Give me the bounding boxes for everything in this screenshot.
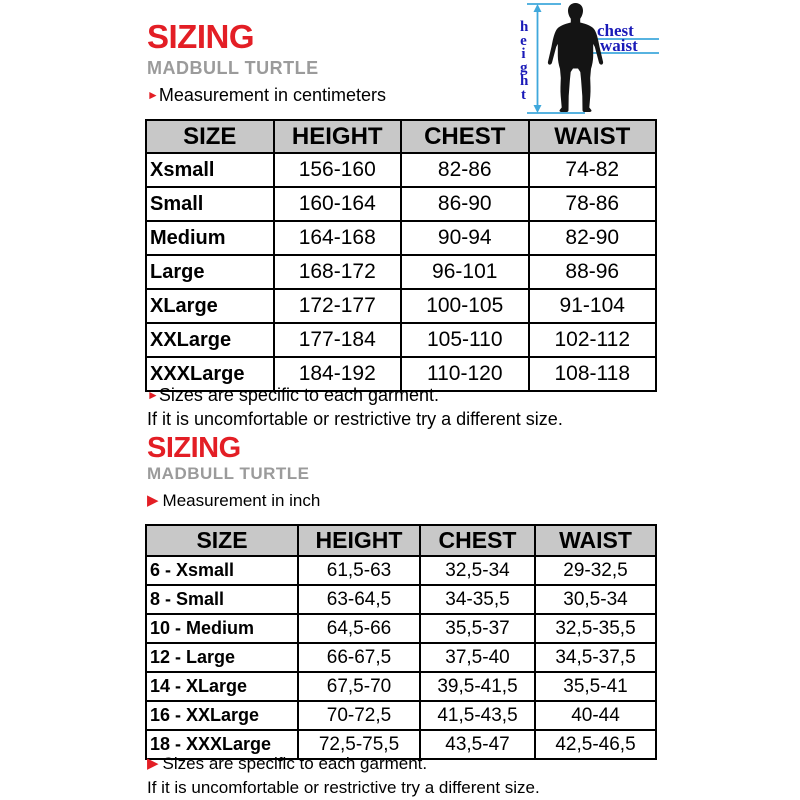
value-cell: 64,5-66 <box>298 614 420 643</box>
column-header: CHEST <box>420 525 535 556</box>
header-row <box>146 525 656 556</box>
table-row <box>146 701 656 730</box>
size-cell: 12 - Large <box>146 643 298 672</box>
value-cell: 40-44 <box>535 701 656 730</box>
value-cell: 72,5-75,5 <box>298 730 420 759</box>
measurement-note-cm-text: Measurement in centimeters <box>158 85 386 105</box>
table-row <box>146 672 656 701</box>
value-cell: 29-32,5 <box>535 556 656 585</box>
value-cell: 110-120 <box>401 357 529 391</box>
value-cell: 78-86 <box>529 187 657 221</box>
column-header: HEIGHT <box>274 120 402 153</box>
size-cell: 18 - XXXLarge <box>146 730 298 759</box>
value-cell: 61,5-63 <box>298 556 420 585</box>
column-header: SIZE <box>146 120 274 153</box>
value-cell: 74-82 <box>529 153 657 187</box>
table-row <box>146 585 656 614</box>
value-cell: 42,5-46,5 <box>535 730 656 759</box>
table-row <box>146 187 656 221</box>
height-label: height <box>520 19 531 103</box>
value-cell: 164-168 <box>274 221 402 255</box>
value-cell: 100-105 <box>401 289 529 323</box>
red-triangle-icon: ▶ <box>147 492 159 509</box>
value-cell: 39,5-41,5 <box>420 672 535 701</box>
table-row <box>146 153 656 187</box>
value-cell: 70-72,5 <box>298 701 420 730</box>
footnote-1-cm-text: Sizes are specific to each garment. <box>158 385 440 405</box>
value-cell: 82-90 <box>529 221 657 255</box>
page-title-inch: SIZING <box>147 432 241 464</box>
size-cell: 8 - Small <box>146 585 298 614</box>
red-triangle-icon: ▶ <box>147 755 159 772</box>
table-row <box>146 255 656 289</box>
value-cell: 35,5-41 <box>535 672 656 701</box>
value-cell: 34-35,5 <box>420 585 535 614</box>
measurement-note-inch-text: Measurement in inch <box>162 491 321 510</box>
page-title-cm: SIZING <box>147 18 255 55</box>
value-cell: 63-64,5 <box>298 585 420 614</box>
value-cell: 90-94 <box>401 221 529 255</box>
product-name-inch: MADBULL TURTLE <box>147 464 310 483</box>
size-cell: 14 - XLarge <box>146 672 298 701</box>
value-cell: 172-177 <box>274 289 402 323</box>
value-cell: 177-184 <box>274 323 402 357</box>
table-row <box>146 643 656 672</box>
body-measurement-figure <box>503 0 665 119</box>
value-cell: 32,5-34 <box>420 556 535 585</box>
value-cell: 43,5-47 <box>420 730 535 759</box>
value-cell: 102-112 <box>529 323 657 357</box>
value-cell: 156-160 <box>274 153 402 187</box>
size-table-cm <box>145 119 657 392</box>
table-row <box>146 323 656 357</box>
value-cell: 96-101 <box>401 255 529 289</box>
value-cell: 30,5-34 <box>535 585 656 614</box>
value-cell: 32,5-35,5 <box>535 614 656 643</box>
footnote-2-cm: If it is uncomfortable or restrictive try a different size. <box>147 409 563 429</box>
header-row <box>146 120 656 153</box>
size-cell: Xsmall <box>146 153 274 187</box>
table-row <box>146 614 656 643</box>
value-cell: 105-110 <box>401 323 529 357</box>
value-cell: 41,5-43,5 <box>420 701 535 730</box>
measurement-note-cm <box>147 85 386 106</box>
value-cell: 160-164 <box>274 187 402 221</box>
column-header: CHEST <box>401 120 529 153</box>
value-cell: 168-172 <box>274 255 402 289</box>
footnote-2-inch: If it is uncomfortable or restrictive try a different size. <box>147 778 540 797</box>
footnote-1-inch <box>147 754 427 774</box>
size-cell: 16 - XXLarge <box>146 701 298 730</box>
human-silhouette <box>548 3 603 112</box>
value-cell: 37,5-40 <box>420 643 535 672</box>
value-cell: 67,5-70 <box>298 672 420 701</box>
table-row <box>146 289 656 323</box>
table-row <box>146 221 656 255</box>
value-cell: 34,5-37,5 <box>535 643 656 672</box>
footnote-1-cm <box>147 385 439 406</box>
size-cell: Small <box>146 187 274 221</box>
value-cell: 82-86 <box>401 153 529 187</box>
measurement-note-inch <box>147 491 320 511</box>
size-cell: XLarge <box>146 289 274 323</box>
product-name-cm: MADBULL TURTLE <box>147 58 319 78</box>
size-cell: Large <box>146 255 274 289</box>
red-arrow-icon: ► <box>147 388 159 402</box>
column-header: WAIST <box>529 120 657 153</box>
value-cell: 66-67,5 <box>298 643 420 672</box>
value-cell: 86-90 <box>401 187 529 221</box>
waist-label: waist <box>600 36 638 55</box>
size-cell: XXXLarge <box>146 357 274 391</box>
size-cell: XXLarge <box>146 323 274 357</box>
chest-label: chest <box>597 21 634 40</box>
value-cell: 88-96 <box>529 255 657 289</box>
value-cell: 184-192 <box>274 357 402 391</box>
value-cell: 35,5-37 <box>420 614 535 643</box>
size-cell: 6 - Xsmall <box>146 556 298 585</box>
size-table-inch <box>145 524 657 760</box>
size-cell: Medium <box>146 221 274 255</box>
red-arrow-icon: ► <box>147 88 159 102</box>
value-cell: 108-118 <box>529 357 657 391</box>
column-header: SIZE <box>146 525 298 556</box>
value-cell: 91-104 <box>529 289 657 323</box>
size-cell: 10 - Medium <box>146 614 298 643</box>
footnote-1-inch-text: Sizes are specific to each garment. <box>162 754 428 773</box>
column-header: WAIST <box>535 525 656 556</box>
column-header: HEIGHT <box>298 525 420 556</box>
table-row <box>146 556 656 585</box>
